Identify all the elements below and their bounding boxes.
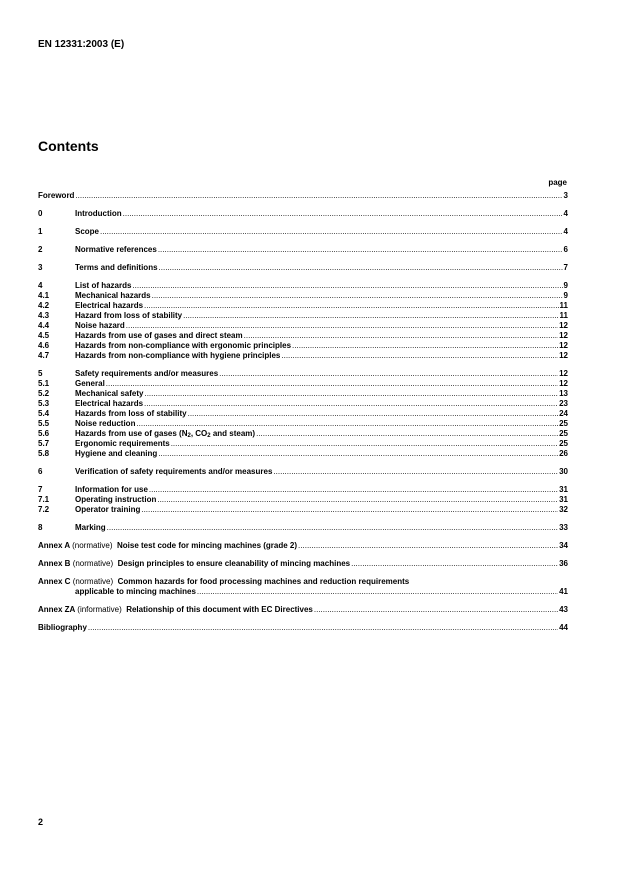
toc-entry[interactable]: Foreword ..... 3 <box>38 191 568 201</box>
toc-entry[interactable]: 5.5 Noise reduction ..... 25 <box>38 419 568 429</box>
toc-entry[interactable]: 0 Introduction ..... 4 <box>38 209 568 219</box>
page-column-label: page <box>548 178 567 187</box>
toc-entry[interactable]: 5 Safety requirements and/or measures ..... 12 <box>38 369 568 379</box>
toc-entry[interactable]: 5.3 Electrical hazards ..... 23 <box>38 399 568 409</box>
toc-entry[interactable]: 4.1 Mechanical hazards ..... 9 <box>38 291 568 301</box>
toc-entry[interactable]: 4.2 Electrical hazards ..... 11 <box>38 301 568 311</box>
toc-entry[interactable]: 4.4 Noise hazard ..... 12 <box>38 321 568 331</box>
toc-entry[interactable]: 3 Terms and definitions ..... 7 <box>38 263 568 273</box>
toc-bibliography[interactable]: Bibliography ..... 44 <box>38 623 568 633</box>
toc-entry[interactable]: 7.1 Operating instruction ..... 31 <box>38 495 568 505</box>
toc-entry[interactable]: 7.2 Operator training ..... 32 <box>38 505 568 515</box>
toc-annex-c[interactable]: Annex C (normative) Common hazards for food processing machines and reduction requirements <box>38 577 410 586</box>
toc-entry[interactable]: 6 Verification of safety requirements and/or measures ..... 30 <box>38 467 568 477</box>
toc-entry[interactable]: 5.6 Hazards from use of gases ($N_2$, $CO_2$ and steam) ..... 25 <box>38 429 568 439</box>
toc-entry[interactable]: 5.7 Ergonomic requirements ..... 25 <box>38 439 568 449</box>
toc-entry[interactable]: 4.7 Hazards from non-compliance with hygiene principles ..... 12 <box>38 351 568 361</box>
contents-heading: Contents <box>38 138 99 154</box>
toc-entry[interactable]: 8 Marking ..... 33 <box>38 523 568 533</box>
toc-entry[interactable]: 4.6 Hazards from non-compliance with ergonomic principles ..... 12 <box>38 341 568 351</box>
toc-entry[interactable]: 7 Information for use ..... 31 <box>38 485 568 495</box>
toc-entry[interactable]: 4.3 Hazard from loss of stability ..... 11 <box>38 311 568 321</box>
toc-entry[interactable]: 4.5 Hazards from use of gases and direct steam ..... 12 <box>38 331 568 341</box>
toc-entry[interactable]: 4 List of hazards ..... 9 <box>38 281 568 291</box>
toc-entry[interactable]: 2 Normative references ..... 6 <box>38 245 568 255</box>
toc-entry[interactable]: 1 Scope ..... 4 <box>38 227 568 237</box>
table-of-contents <box>38 191 568 633</box>
toc-annex-b[interactable]: Annex B (normative) Design principles to ensure cleanability of mincing machines ..... 36 <box>38 559 568 569</box>
toc-annex-c-continued[interactable]: applicable to mincing machines ..... 41 <box>38 587 568 597</box>
toc-entry[interactable]: 5.2 Mechanical safety ..... 13 <box>38 389 568 399</box>
toc-entry[interactable]: 5.1 General ..... 12 <box>38 379 568 389</box>
document-id: EN 12331:2003 (E) <box>38 39 125 50</box>
toc-entry[interactable]: 5.4 Hazards from loss of stability ..... 24 <box>38 409 568 419</box>
toc-entry[interactable]: 5.8 Hygiene and cleaning ..... 26 <box>38 449 568 459</box>
page-number: 2 <box>38 817 44 827</box>
toc-annex-za[interactable]: Annex ZA (informative) Relationship of this document with EC Directives ..... 43 <box>38 605 568 615</box>
toc-annex-a[interactable]: Annex A (normative) Noise test code for mincing machines (grade 2) ..... 34 <box>38 541 568 551</box>
